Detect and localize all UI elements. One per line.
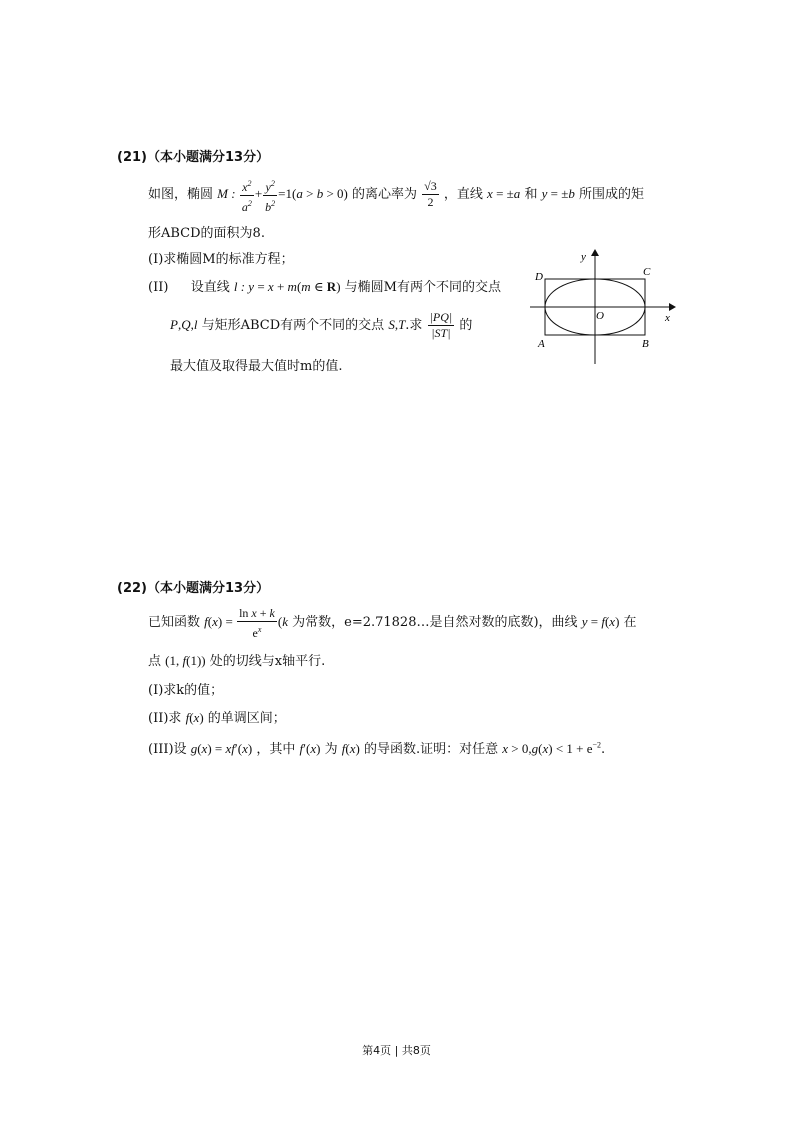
q21-text: 的 [459,318,473,333]
point-formula: (1, f(1)) [165,653,206,668]
curve-formula: y = f(x) [581,614,620,629]
q22-text: (III)设 [148,742,187,757]
q21-line1 [148,174,644,214]
function-f-formula: f(x) = $\frac{\text{ln x + k}}{e^x}$ (k [204,605,288,640]
q21-part2 [148,276,501,295]
q22-text: 在 [623,615,637,630]
q21-text: 设直线 [190,280,230,295]
q22-part2 [148,707,286,726]
ellipse-formula: M : $\frac{x^2}{a^2}$ + $\frac{y^2}{b^2}$ =1(a > b > 0) [217,186,348,201]
q22-text: 处的切线与x轴平行. [209,654,326,669]
q22-line2 [148,650,325,669]
q22-header: (22)（本小题满分13分） [117,581,270,596]
q22-line1 [148,602,637,642]
q21-text: 所围成的矩 [578,187,644,202]
q21-text: 如图，椭圆 [148,187,214,202]
q22-text: 的导函数.证明：对任意 [363,742,499,757]
label-a: A [538,338,545,350]
q22-part3 [148,738,605,757]
line-x-formula: x = ±a [487,186,521,201]
gx-formula: g(x) = xf′(x) [190,741,253,756]
part-label: (II) [148,280,169,295]
page-footer: 第4页 | 共8页 [362,1044,431,1057]
ellipse-figure [525,244,685,369]
fprime-formula: f′(x) [299,741,321,756]
fx-formula: f(x) [341,741,360,756]
q22-text: 已知函数 [148,615,201,630]
q22-text: ，其中 [256,742,296,757]
q22-text: 点 [148,654,162,669]
ratio-formula: $\frac{|PQ|}{|ST|}$ [429,310,453,340]
q21-part2-line2 [170,305,472,345]
label-x: x [665,312,670,324]
q22-part1: (I)求k的值； [148,683,224,698]
q22-text: 的单调区间； [207,711,286,726]
inequality-formula: $x > 0,g(x) < 1 + e^{-2}$ [502,740,602,756]
line-l-formula: l : y = x + m(m ∈ R) [233,279,341,294]
q21-header: (21)（本小题满分13分） [117,150,270,165]
q21-text: 和 [524,187,538,202]
eccentricity-value: $\frac{√3}{2}$ [424,179,437,209]
q22-text: 为常数，e=2.71828…是自然对数的底数)，曲线 [292,615,578,630]
q21-text: 与矩形ABCD有两个不同的交点 [201,318,385,333]
label-origin: O [596,310,604,322]
q21-part1: (I)求椭圆M的标准方程； [148,252,294,267]
q21-part2-line3: 最大值及取得最大值时m的值. [170,359,343,374]
label-y: y [581,251,586,263]
label-b: B [642,338,649,350]
points-st: S,T [388,317,406,332]
line-y-formula: y = ±b [541,186,575,201]
points-pql: P,Q,l [170,317,198,332]
q22-text: . [601,742,606,757]
q21-text: .求 [405,318,423,333]
q21-line2: 形ABCD的面积为8. [148,226,265,241]
q21-text: 的离心率为 [352,187,418,202]
q22-text: 为 [324,742,338,757]
q21-text: ，直线 [443,187,483,202]
q22-text: (II)求 [148,711,182,726]
label-c: C [643,266,651,278]
fx-formula: f(x) [185,710,204,725]
q21-text: 与椭圆M有两个不同的交点 [344,280,501,295]
label-d: D [535,271,543,283]
